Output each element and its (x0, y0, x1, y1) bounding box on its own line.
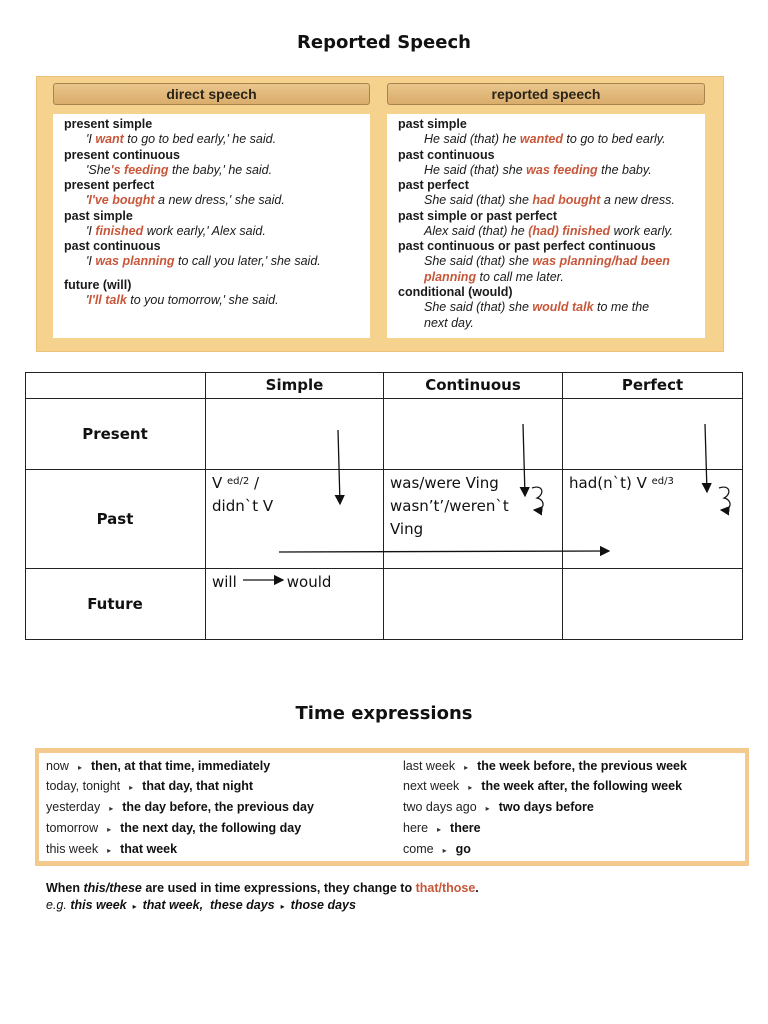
time-expression-row: this week ▸ that week (46, 842, 178, 856)
example-sentence: 'She's feeding the baby,' he said. (86, 162, 273, 177)
right-arrow-past (279, 551, 609, 552)
arrow-icon: ▸ (437, 825, 442, 834)
tense-label: past simple (398, 117, 467, 131)
example-sentence: He said (that) he wanted to go to bed early. (424, 132, 666, 146)
example-sentence: 'I was planning to call you later,' she said. (86, 254, 321, 268)
arrow-icon: ▸ (280, 902, 285, 911)
col-header-simple: Simple (206, 372, 384, 399)
reported-item (398, 148, 705, 179)
arrow-icon: ▸ (485, 804, 490, 813)
arrow-icon: ▸ (442, 846, 447, 855)
down-arrow-continuous (523, 424, 525, 496)
reported-item (398, 209, 705, 240)
reported-item (398, 239, 705, 285)
example-sentence: She said (that) she had bought a new dress. (424, 193, 675, 207)
tense-label: present perfect (64, 178, 155, 192)
time-expression-row: yesterday ▸ the day before, the previous day (46, 800, 314, 814)
reported-speech-column (387, 114, 705, 338)
reported-item (398, 285, 705, 331)
col-header-perfect: Perfect (563, 372, 743, 399)
col-header-continuous: Continuous (384, 372, 563, 399)
tense-shift-arrows (25, 372, 743, 640)
tense-label: future (will) (64, 277, 132, 292)
example-sentence: She said (that) she was planning/had been (424, 254, 670, 268)
page-title: Reported Speech (297, 32, 471, 53)
past-simple-cell: V $^{ed/2}$ / didn`t V (206, 470, 384, 569)
direct-item (64, 178, 370, 209)
curl-arrow-continuous (532, 487, 543, 510)
direct-item (64, 209, 370, 240)
time-expression-note (46, 880, 479, 915)
tense-label: present simple (64, 117, 153, 131)
tense-label: present continuous (64, 147, 180, 162)
time-expressions-list (39, 753, 745, 861)
example-sentence-continued: next day. (424, 315, 474, 330)
example-sentence: Alex said (that) he (had) finished work early. (424, 223, 674, 238)
arrow-icon: ▸ (129, 783, 134, 792)
time-expression-row: come ▸ go (403, 842, 471, 856)
tense-label: past simple (64, 208, 133, 223)
example-sentence: 'I finished work early,' Alex said. (86, 223, 266, 238)
time-expression-row: tomorrow ▸ the next day, the following day (46, 821, 302, 835)
direct-item (64, 117, 370, 148)
example-sentence: She said (that) she would talk to me the (424, 300, 650, 314)
example-sentence: 'I'll talk to you tomorrow,' she said. (86, 292, 279, 307)
time-expressions-box (35, 748, 749, 866)
arrow-icon: ▸ (132, 902, 137, 911)
past-continuous-cell: was/were Ving wasn’t’/weren`t Ving (384, 470, 563, 569)
direct-item (64, 278, 370, 309)
arrow-icon: ▸ (109, 804, 114, 813)
speech-panel (36, 76, 724, 352)
tense-label: conditional (would) (398, 285, 513, 299)
time-expressions-title: Time expressions (295, 703, 473, 724)
time-expression-row: next week ▸ the week after, the following week (403, 779, 683, 793)
reported-item (398, 117, 705, 148)
direct-item (64, 239, 370, 270)
example-sentence: 'I've bought a new dress,' she said. (86, 193, 285, 207)
direct-speech-column (53, 114, 370, 338)
tense-label: past continuous (398, 147, 495, 162)
past-perfect-cell: had(n`t) V $^{ed/3}$ (563, 470, 743, 569)
row-header-future: Future (25, 569, 206, 640)
tense-label: past simple or past perfect (398, 208, 558, 223)
time-expression-row: two days ago ▸ two days before (403, 800, 594, 814)
arrow-icon: ▸ (468, 783, 473, 792)
tense-label: past continuous or past perfect continuous (398, 239, 656, 253)
direct-speech-header: direct speech (53, 83, 370, 105)
row-header-past: Past (25, 470, 206, 569)
time-expression-row: here ▸ there (403, 821, 481, 835)
direct-item (64, 148, 370, 179)
future-simple-cell: will would (206, 569, 384, 640)
reported-item (398, 178, 705, 209)
arrow-icon: ▸ (77, 763, 82, 772)
arrow-icon: ▸ (464, 763, 469, 772)
note-example: e.g. this week ▸ that week, these days ▸ those days (46, 898, 356, 912)
row-header-present: Present (25, 399, 206, 470)
time-expression-row: today, tonight ▸ that day, that night (46, 779, 254, 793)
arrow-icon: ▸ (107, 846, 112, 855)
example-sentence-continued: planning to call me later. (424, 269, 564, 284)
reported-speech-header: reported speech (387, 83, 705, 105)
tense-table (25, 372, 743, 640)
example-sentence: He said (that) she was feeding the baby. (424, 162, 652, 177)
tense-label: past continuous (64, 239, 161, 253)
example-sentence: 'I want to go to bed early,' he said. (86, 132, 277, 146)
curl-arrow-perfect (719, 487, 730, 510)
note-rule: When this/these are used in time expressions, they change to that/those. (46, 881, 479, 895)
time-expression-row: now ▸ then, at that time, immediately (46, 759, 271, 773)
time-expression-row: last week ▸ the week before, the previous week (403, 759, 687, 773)
arrow-icon: ▸ (107, 825, 112, 834)
down-arrow-perfect (705, 424, 707, 492)
tense-label: past perfect (398, 178, 469, 192)
down-arrow-simple (338, 430, 340, 504)
